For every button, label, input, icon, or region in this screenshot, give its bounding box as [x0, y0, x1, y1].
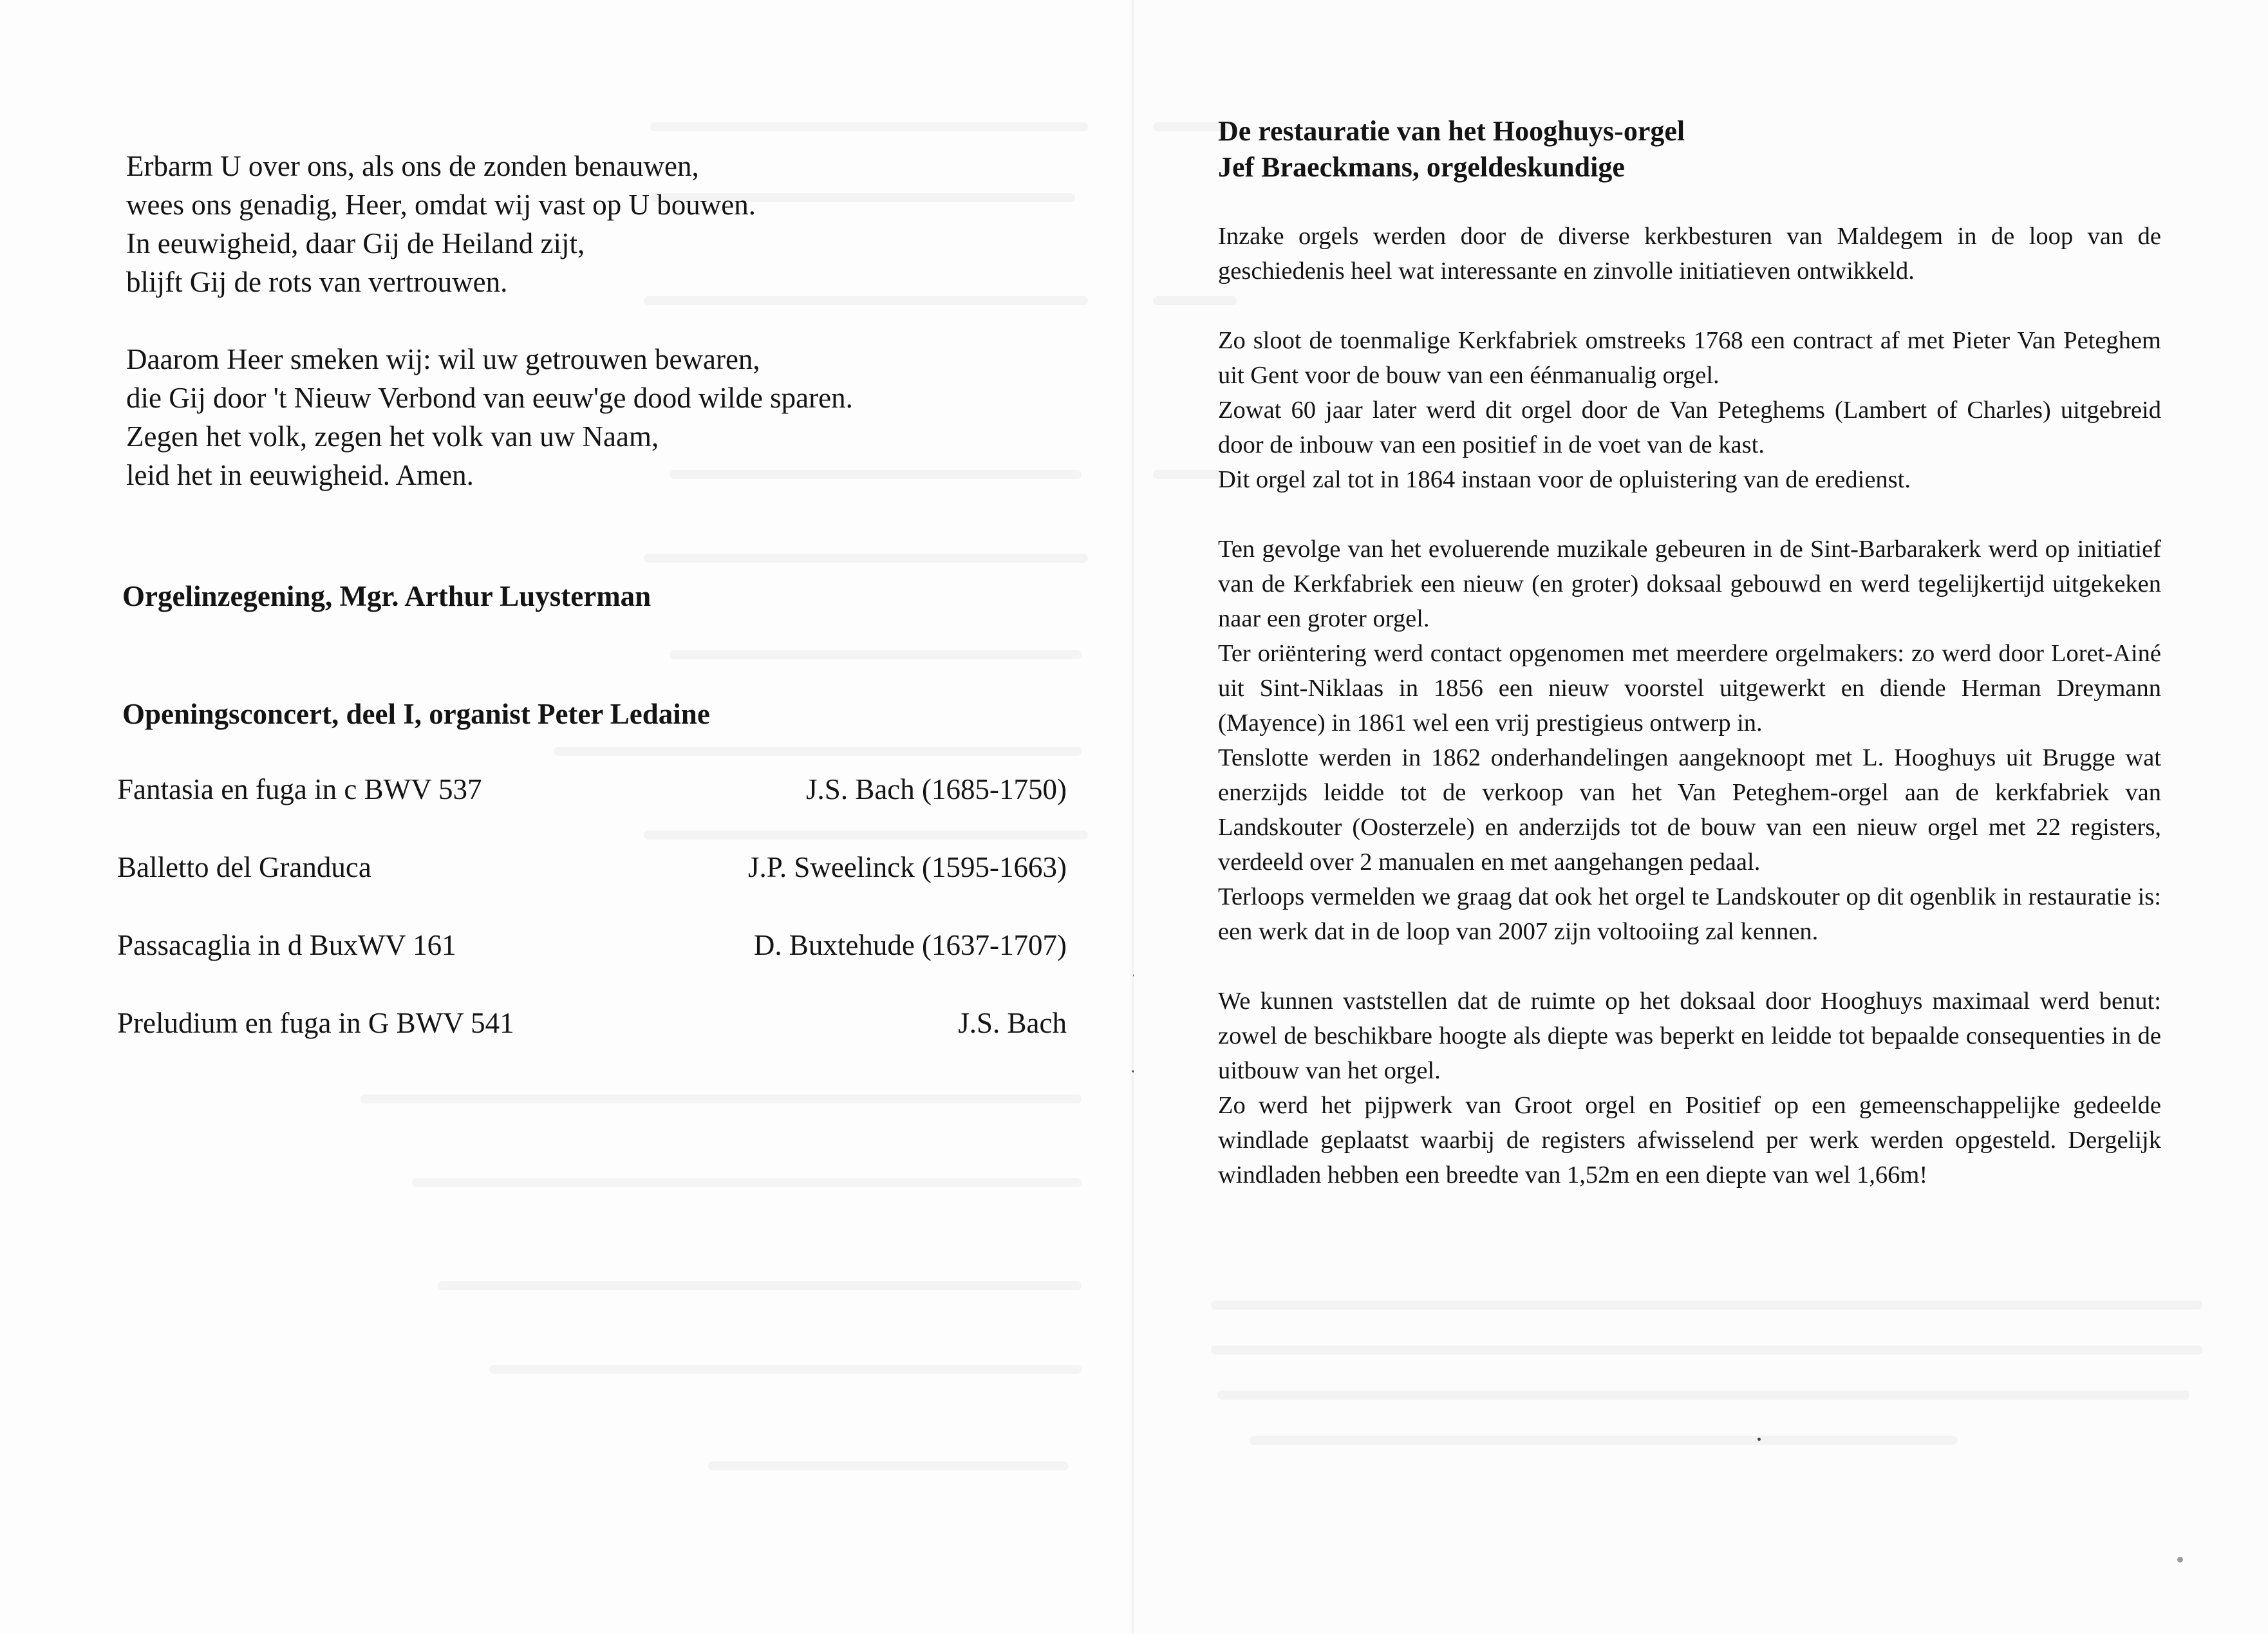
hymn-text [126, 147, 853, 494]
bleed-through-text [650, 122, 1088, 131]
hymn-line: die Gij door 't Nieuw Verbond van eeuw'ge dood wilde sparen. [126, 382, 853, 414]
composer-name: J.S. Bach (1685-1750) [806, 773, 1067, 805]
paragraph: Zowat 60 jaar later werd dit orgel door de Van Peteghems (Lambert of Charles) uitgebreid door de inbouw van een positief in de voet van de kast. [1218, 397, 2161, 458]
hymn-line: Daarom Heer smeken wij: wil uw getrouwen bewaren, [126, 343, 760, 375]
piece-title: Passacaglia in d BuxWV 161 [117, 929, 456, 961]
composer-name: J.S. Bach [958, 1007, 1067, 1039]
blessing-heading: Orgelinzegening, Mgr. Arthur Luysterman [122, 580, 651, 612]
paragraph: Zo werd het pijpwerk van Groot orgel en Positief op een gemeenschappelijke gedeelde windlade geplaatst waarbij de registers afwisselend per werk werden opgesteld. Dergelijk windladen hebben een breedte van 1,52m en een diepte van wel 1,66m! [1218, 1092, 2161, 1188]
program-item [117, 850, 1067, 928]
bleed-through-text [489, 1365, 1082, 1374]
paragraph: Zo sloot de toenmalige Kerkfabriek omstreeks 1768 een contract af met Pieter Van Peteghem uit Gent voor de bouw van een éénmanualig orgel. [1218, 327, 2161, 389]
bleed-through-text [438, 1281, 1082, 1290]
article-author: Jef Braeckmans, orgeldeskundige [1218, 151, 1625, 183]
paragraph: Ten gevolge van het evoluerende muzikale gebeuren in de Sint-Barbarakerk werd op initiatief van de Kerkfabriek een nieuw (en groter) doksaal gebouwd en werd tegelijkertijd uitgekeken naar een groter orgel. [1218, 536, 2161, 632]
hymn-line: Erbarm U over ons, als ons de zonden benauwen, [126, 150, 699, 182]
hymn-line: blijft Gij de rots van vertrouwen. [126, 266, 508, 298]
bleed-through-text [554, 747, 1082, 756]
article [1218, 113, 2161, 1192]
bleed-through-text [670, 650, 1082, 659]
scan-speck [2177, 1557, 2183, 1563]
paragraph: Ter oriëntering werd contact opgenomen met meerdere orgelmakers: zo werd door Loret-Ainé uit Sint-Niklaas in 1856 een nieuw voorstel uitgewerkt en diende Herman Dreymann (Mayence) in 1861 wel een vrij prestigieus ontwerp in. [1218, 640, 2161, 737]
piece-title: Preludium en fuga in G BWV 541 [117, 1007, 514, 1039]
article-title: De restauratie van het Hooghuys-orgel [1218, 115, 1685, 147]
bleed-through-text [1217, 1391, 2189, 1400]
paragraph: We kunnen vaststellen dat de ruimte op het doksaal door Hooghuys maximaal werd benut: zowel de beschikbare hoogte als diepte was beperkt en leidde tot bepaalde consequenties in de uitbouw van het orgel. [1218, 988, 2161, 1084]
bleed-through-text [1211, 1301, 2202, 1310]
program-item [117, 773, 1067, 850]
bleed-through-text [1153, 470, 1224, 479]
bleed-through-text [708, 1461, 1069, 1470]
paragraph: Tenslotte werden in 1862 onderhandelingen aangeknoopt met L. Hooghuys uit Brugge wat enerzijds leidde tot de verkoop van het Van Peteghem-orgel aan de kerkfabriek van Landskouter (Oosterzele) en anderzijds tot de bouw van een nieuw orgel met 22 registers, verdeeld over 2 manualen en met aangehangen pedaal. [1218, 744, 2161, 876]
program-item [117, 928, 1067, 1006]
bleed-through-text [644, 554, 1088, 563]
bleed-through-text [1211, 1346, 2202, 1355]
composer-name: D. Buxtehude (1637-1707) [753, 929, 1067, 961]
composer-name: J.P. Sweelinck (1595-1663) [748, 851, 1067, 883]
hymn-line: In eeuwigheid, daar Gij de Heiland zijt, [126, 227, 585, 259]
program-item [117, 1006, 1067, 1084]
hymn-line: leid het in eeuwigheid. Amen. [126, 459, 474, 491]
concert-heading: Openingsconcert, deel I, organist Peter Ledaine [122, 698, 710, 730]
paragraph: Inzake orgels werden door de diverse kerkbesturen van Maldegem in de loop van de geschiedenis heel wat interessante en zinvolle initiatieven ontwikkeld. [1218, 223, 2161, 285]
bleed-through-text [1250, 1436, 1958, 1445]
piece-title: Fantasia en fuga in c BWV 537 [117, 773, 482, 805]
concert-program [117, 773, 1067, 1084]
paragraph: Terloops vermelden we graag dat ook het orgel te Landskouter op dit ogenblik in restauratie is: een werk dat in de loop van 2007 zijn voltooiing zal kennen. [1218, 883, 2161, 945]
piece-title: Balletto del Granduca [117, 851, 371, 883]
bleed-through-text [412, 1178, 1082, 1187]
paragraph: Dit orgel zal tot in 1864 instaan voor de opluistering van de eredienst. [1218, 466, 1911, 493]
hymn-line: Zegen het volk, zegen het volk van uw Naam, [126, 420, 659, 453]
hymn-line: wees ons genadig, Heer, omdat wij vast op U bouwen. [126, 189, 756, 221]
scan-speck [1757, 1438, 1761, 1441]
bleed-through-text [361, 1094, 1082, 1103]
